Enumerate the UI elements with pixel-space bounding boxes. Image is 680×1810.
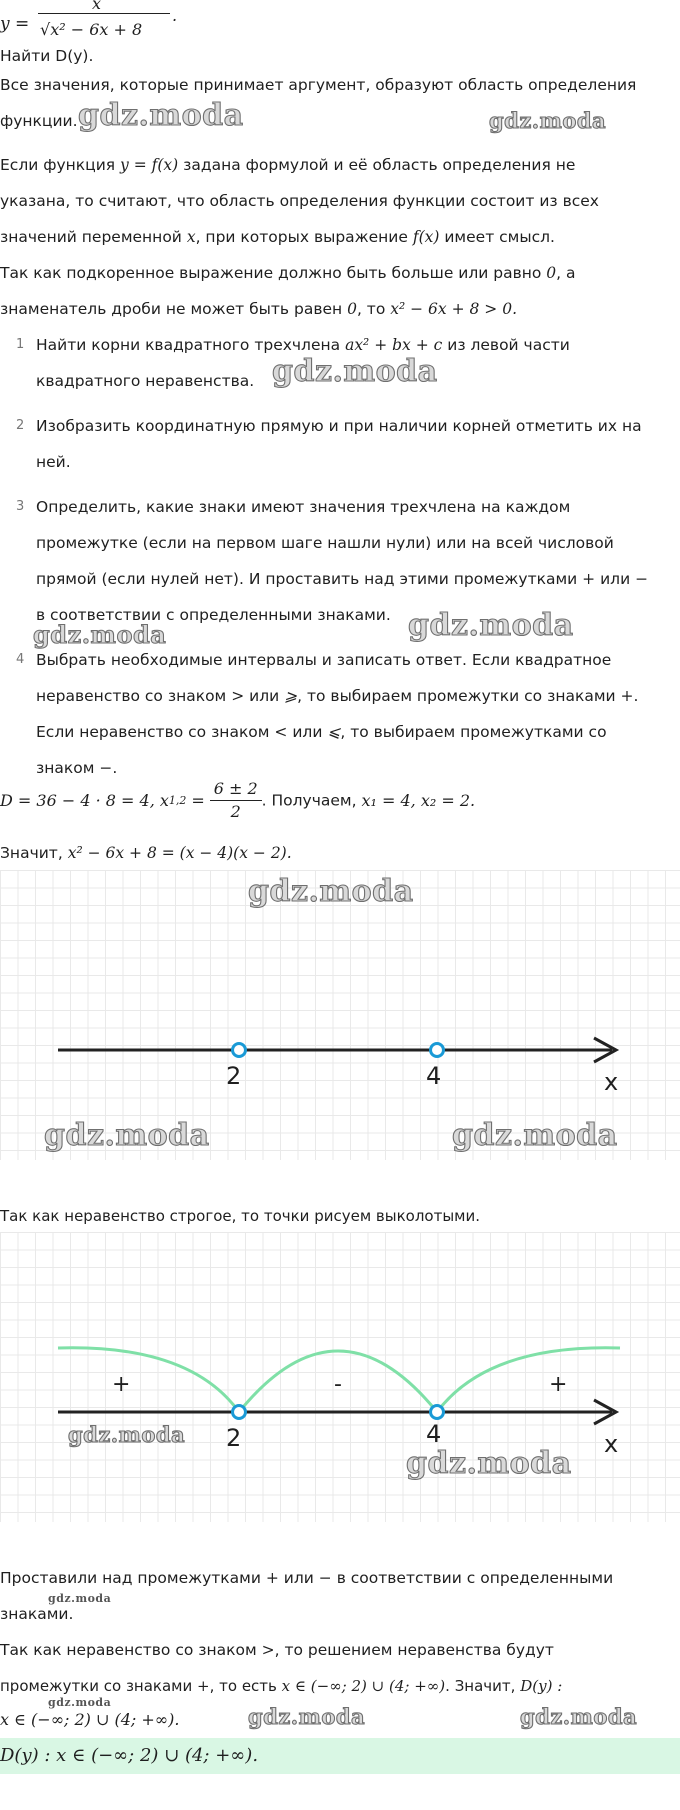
signs-line-2: знаками. — [0, 1605, 74, 1623]
paragraph-2-line-3: значений переменной x, при которых выражение f(x) имеет смысл. — [0, 228, 555, 246]
sign-minus-middle: - — [334, 1372, 342, 1397]
number-line-figure-1 — [0, 870, 680, 1160]
watermark: gdz.moda — [248, 874, 414, 909]
step-number: 2 — [16, 418, 25, 433]
step-3-line-3: прямой (если нулей нет). И проставить над этими промежутками + или − — [36, 570, 649, 588]
factorization-line: Значит, x² − 6x + 8 = (x − 4)(x − 2). — [0, 844, 292, 862]
tick-label-2: 2 — [226, 1424, 242, 1452]
watermark: gdz.moda — [33, 620, 167, 649]
paragraph-3-line-2: знаменатель дроби не может быть равен 0, то x² − 6x + 8 > 0. — [0, 300, 517, 318]
sign-curve-left — [58, 1348, 239, 1412]
tick-label-4: 4 — [426, 1062, 442, 1090]
watermark: gdz.moda — [78, 98, 244, 133]
function-formula: y = x √x² − 6x + 8 . — [0, 0, 178, 39]
tick-label-4: 4 — [426, 1420, 442, 1448]
discriminant-line: D = 36 − 4 · 8 = 4, x1,2 = $\frac{6 \pm 2}{2}$ . Получаем, x₁ = 4, x₂ = 2. — [0, 779, 476, 821]
watermark: gdz.moda — [44, 1118, 210, 1153]
watermark: gdz.moda — [48, 1592, 112, 1605]
root-point-4 — [431, 1044, 444, 1057]
step-2-line-1: Изобразить координатную прямую и при наличии корней отметить их на — [36, 417, 642, 435]
number-line-svg — [0, 870, 680, 1160]
sign-plus-right: + — [549, 1372, 568, 1397]
step-3-line-2: промежутке (если на первом шаге нашли нули) или на всей числовой — [36, 534, 614, 552]
watermark: gdz.moda — [48, 1696, 112, 1709]
watermark: gdz.moda — [248, 1704, 366, 1729]
step-number: 3 — [16, 499, 25, 514]
step-2-line-2: ней. — [36, 453, 71, 471]
watermark: gdz.moda — [408, 608, 574, 643]
answer-box — [0, 1738, 680, 1774]
watermark: gdz.moda — [272, 354, 438, 389]
definition-line-2: функции. — [0, 112, 78, 130]
step-1-line-2: квадратного неравенства. — [36, 372, 255, 390]
watermark: gdz.moda — [68, 1422, 186, 1447]
step-4-line-4: знаком −. — [36, 759, 118, 777]
step-3-line-4: в соответствии с определенными знаками. — [36, 606, 391, 624]
definition-line-1: Все значения, которые принимает аргумент, образуют область определения — [0, 76, 637, 94]
axis-label-x: x — [604, 1068, 619, 1096]
fraction-bar — [38, 13, 170, 14]
step-number: 4 — [16, 652, 25, 667]
number-line-figure-2 — [0, 1232, 680, 1522]
signs-line-1: Проставили над промежутками + или − в соответствии с определенными — [0, 1569, 614, 1587]
task-find: Найти D(y). — [0, 47, 94, 65]
root-point-2 — [233, 1044, 246, 1057]
root-point-4 — [431, 1406, 444, 1419]
watermark: gdz.moda — [489, 108, 607, 133]
paragraph-3-line-1: Так как подкоренное выражение должно быть больше или равно 0, а — [0, 264, 576, 282]
step-1-line-1: Найти корни квадратного трехчлена ax² + bx + c из левой части — [36, 336, 570, 354]
step-number: 1 — [16, 337, 25, 352]
step-4-line-2: неравенство со знаком > или ⩾, то выбираем промежутки со знаками +. — [36, 687, 639, 705]
paragraph-2-line-2: указана, то считают, что область определения функции состоит из всех — [0, 192, 599, 210]
watermark: gdz.moda — [520, 1704, 638, 1729]
paragraph-2-line-1: Если функция y = f(x) задана формулой и её область определения не — [0, 156, 576, 174]
conclusion-line-1: Так как неравенство со знаком >, то решением неравенства будут — [0, 1641, 554, 1659]
conclusion-line-2: промежутки со знаками +, то есть x ∈ (−∞; 2) ∪ (4; +∞). Значит, D(y) : — [0, 1677, 563, 1695]
step-4-line-3: Если неравенство со знаком < или ⩽, то выбираем промежутками со — [36, 723, 607, 741]
watermark: gdz.moda — [406, 1446, 572, 1481]
axis-label-x: x — [604, 1430, 619, 1458]
conclusion-line-3: x ∈ (−∞; 2) ∪ (4; +∞). — [0, 1710, 180, 1729]
strict-inequality-note: Так как неравенство строгое, то точки рисуем выколотыми. — [0, 1207, 481, 1225]
root-point-2 — [233, 1406, 246, 1419]
sign-plus-left: + — [112, 1372, 131, 1397]
tick-label-2: 2 — [226, 1062, 242, 1090]
answer-text: D(y) : x ∈ (−∞; 2) ∪ (4; +∞). — [0, 1745, 259, 1766]
watermark: gdz.moda — [452, 1118, 618, 1153]
sign-curve-right — [437, 1348, 620, 1412]
step-4-line-1: Выбрать необходимые интервалы и записать ответ. Если квадратное — [36, 651, 612, 669]
step-3-line-1: Определить, какие знаки имеют значения трехчлена на каждом — [36, 498, 571, 516]
